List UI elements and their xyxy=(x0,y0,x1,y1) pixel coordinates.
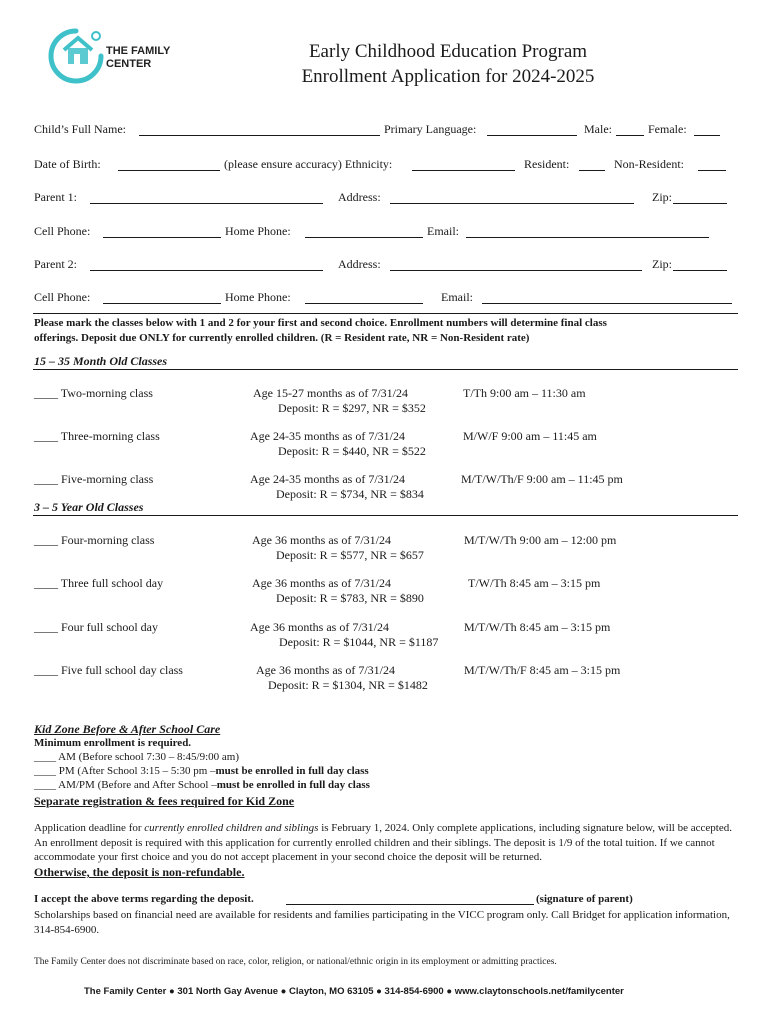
parent1-email-label: Email: xyxy=(427,224,459,238)
female-field[interactable] xyxy=(694,135,720,136)
deadline-text-a: Application deadline for xyxy=(34,822,145,834)
class-deposit: Deposit: R = $734, NR = $834 xyxy=(276,487,424,501)
signature-label: (signature of parent) xyxy=(536,893,633,905)
class-option[interactable]: ____ Three-morning class xyxy=(34,429,160,443)
accept-terms: I accept the above terms regarding the deposit. xyxy=(34,893,254,905)
resident-field[interactable] xyxy=(579,170,605,171)
class-option[interactable]: ____ Five-morning class xyxy=(34,472,154,486)
section-divider xyxy=(33,515,738,516)
class-age: Age 36 months as of 7/31/24 xyxy=(250,620,389,634)
parent1-email-field[interactable] xyxy=(466,237,709,238)
parent1-zip-label: Zip: xyxy=(652,190,672,204)
divider xyxy=(33,313,738,314)
parent2-home-field[interactable] xyxy=(305,303,423,304)
class-option[interactable]: ____ Five full school day class xyxy=(34,663,183,677)
kidzone-minimum: Minimum enrollment is required. xyxy=(34,737,192,749)
kidzone-pm-requirement: must be enrolled in full day class xyxy=(215,765,369,777)
page-title: Early Childhood Education Program xyxy=(308,41,588,62)
footer-contact: The Family Center ● 301 North Gay Avenue ● Clayton, MO 63105 ● 314-854-6900 ● www.claytonschools.net/familycenter xyxy=(84,986,624,997)
parent2-zip-label: Zip: xyxy=(652,257,672,271)
nonrefundable-note: Otherwise, the deposit is non-refundable. xyxy=(34,865,245,879)
section-title-3-5-years: 3 – 5 Year Old Classes xyxy=(34,500,144,514)
parent2-email-field[interactable] xyxy=(482,303,732,304)
section-title-15-35-months: 15 – 35 Month Old Classes xyxy=(34,354,168,368)
class-schedule: M/T/W/Th/F 8:45 am – 3:15 pm xyxy=(464,663,621,677)
class-schedule: T/Th 9:00 am – 11:30 am xyxy=(463,386,586,400)
parent2-label: Parent 2: xyxy=(34,257,77,271)
logo-text-line2: CENTER xyxy=(106,58,152,70)
parent2-cell-field[interactable] xyxy=(103,303,221,304)
class-schedule: M/W/F 9:00 am – 11:45 am xyxy=(463,429,597,443)
nondiscrimination-note: The Family Center does not discriminate based on race, color, religion, or national/ethnic origin in its employment or admitting practices. xyxy=(34,957,557,967)
class-option[interactable]: ____ Three full school day xyxy=(34,576,164,590)
class-schedule: M/T/W/Th 8:45 am – 3:15 pm xyxy=(464,620,611,634)
parent2-field[interactable] xyxy=(90,270,323,271)
class-age: Age 24-35 months as of 7/31/24 xyxy=(250,429,405,443)
class-schedule: T/W/Th 8:45 am – 3:15 pm xyxy=(468,576,601,590)
parent2-home-label: Home Phone: xyxy=(225,290,291,304)
class-deposit: Deposit: R = $440, NR = $522 xyxy=(278,444,426,458)
deadline-text-b: is February 1, 2024. Only complete applications, including signature below, will be accepted. An enrollment deposit is required with this application for currently enrolled children and their siblings. The deposit is 1/9 of the total tuition. If we cannot accommodate your first choice and you do not accept placement in your second choice the deposit will be returned. xyxy=(34,822,732,863)
male-label: Male: xyxy=(584,122,612,136)
class-option[interactable]: ____ Two-morning class xyxy=(34,386,153,400)
class-deposit: Deposit: R = $1304, NR = $1482 xyxy=(268,678,428,692)
non-resident-field[interactable] xyxy=(698,170,726,171)
parent1-zip-field[interactable] xyxy=(673,203,727,204)
ethnicity-label: (please ensure accuracy) Ethnicity: xyxy=(224,157,393,171)
section-divider xyxy=(33,369,738,370)
class-deposit: Deposit: R = $783, NR = $890 xyxy=(276,591,424,605)
parent2-address-field[interactable] xyxy=(390,270,642,271)
class-age: Age 36 months as of 7/31/24 xyxy=(252,576,391,590)
parent1-home-label: Home Phone: xyxy=(225,224,291,238)
parent1-cell-label: Cell Phone: xyxy=(34,224,91,238)
male-field[interactable] xyxy=(616,135,644,136)
class-age: Age 36 months as of 7/31/24 xyxy=(256,663,395,677)
page-subtitle: Enrollment Application for 2024-2025 xyxy=(301,66,595,87)
scholarships-paragraph: Scholarships based on financial need are available for residents and families participating in the VICC program only. Call Bridget for application information, 314-854-6900. xyxy=(34,909,730,936)
primary-language-field[interactable] xyxy=(487,135,577,136)
ethnicity-field[interactable] xyxy=(412,170,515,171)
family-center-logo-icon xyxy=(46,26,106,86)
kidzone-am-option[interactable]: ____ AM (Before school 7:30 – 8:45/9:00 am) xyxy=(34,751,240,763)
child-name-label: Child’s Full Name: xyxy=(34,122,127,136)
parent1-address-label: Address: xyxy=(338,190,381,204)
class-deposit: Deposit: R = $297, NR = $352 xyxy=(278,401,426,415)
parent2-address-label: Address: xyxy=(338,257,381,271)
instructions-line2: offerings. Deposit due ONLY for currently enrolled children. (R = Resident rate, NR = Non-Resident rate) xyxy=(34,332,530,344)
kidzone-title: Kid Zone Before & After School Care xyxy=(34,722,221,736)
class-schedule: M/T/W/Th 9:00 am – 12:00 pm xyxy=(464,533,617,547)
parent1-address-field[interactable] xyxy=(390,203,634,204)
class-deposit: Deposit: R = $1044, NR = $1187 xyxy=(279,635,439,649)
primary-language-label: Primary Language: xyxy=(384,122,477,136)
resident-label: Resident: xyxy=(524,157,570,171)
parent1-cell-field[interactable] xyxy=(103,237,221,238)
parent1-label: Parent 1: xyxy=(34,190,77,204)
class-option[interactable]: ____ Four-morning class xyxy=(34,533,155,547)
logo-text-line1: THE FAMILY xyxy=(106,45,171,57)
kidzone-ampm-requirement: must be enrolled in full day class xyxy=(216,779,370,791)
deadline-text-italic: currently enrolled children and siblings xyxy=(144,822,319,834)
class-deposit: Deposit: R = $577, NR = $657 xyxy=(276,548,424,562)
class-age: Age 15-27 months as of 7/31/24 xyxy=(253,386,408,400)
kidzone-separate-note: Separate registration & fees required for Kid Zone xyxy=(34,794,295,808)
kidzone-pm-option[interactable] xyxy=(34,765,369,777)
parent1-field[interactable] xyxy=(90,203,323,204)
class-option[interactable]: ____ Four full school day xyxy=(34,620,158,634)
class-age: Age 24-35 months as of 7/31/24 xyxy=(250,472,405,486)
dob-label: Date of Birth: xyxy=(34,157,101,171)
instructions-line1: Please mark the classes below with 1 and 2 for your first and second choice. Enrollment numbers will determine final class xyxy=(34,317,607,329)
parent2-zip-field[interactable] xyxy=(673,270,727,271)
non-resident-label: Non-Resident: xyxy=(614,157,684,171)
parent2-cell-label: Cell Phone: xyxy=(34,290,91,304)
class-schedule: M/T/W/Th/F 9:00 am – 11:45 pm xyxy=(461,472,623,486)
female-label: Female: xyxy=(648,122,687,136)
kidzone-pm-text: ____ PM (After School 3:15 – 5:30 pm – xyxy=(34,765,216,777)
signature-field[interactable] xyxy=(286,904,534,905)
dob-field[interactable] xyxy=(118,170,220,171)
deadline-paragraph xyxy=(34,821,734,865)
class-age: Age 36 months as of 7/31/24 xyxy=(252,533,391,547)
kidzone-ampm-text: ____ AM/PM (Before and After School – xyxy=(34,779,217,791)
parent1-home-field[interactable] xyxy=(305,237,423,238)
kidzone-ampm-option[interactable] xyxy=(34,779,370,791)
parent2-email-label: Email: xyxy=(441,290,473,304)
logo xyxy=(46,26,206,86)
child-name-field[interactable] xyxy=(139,135,380,136)
